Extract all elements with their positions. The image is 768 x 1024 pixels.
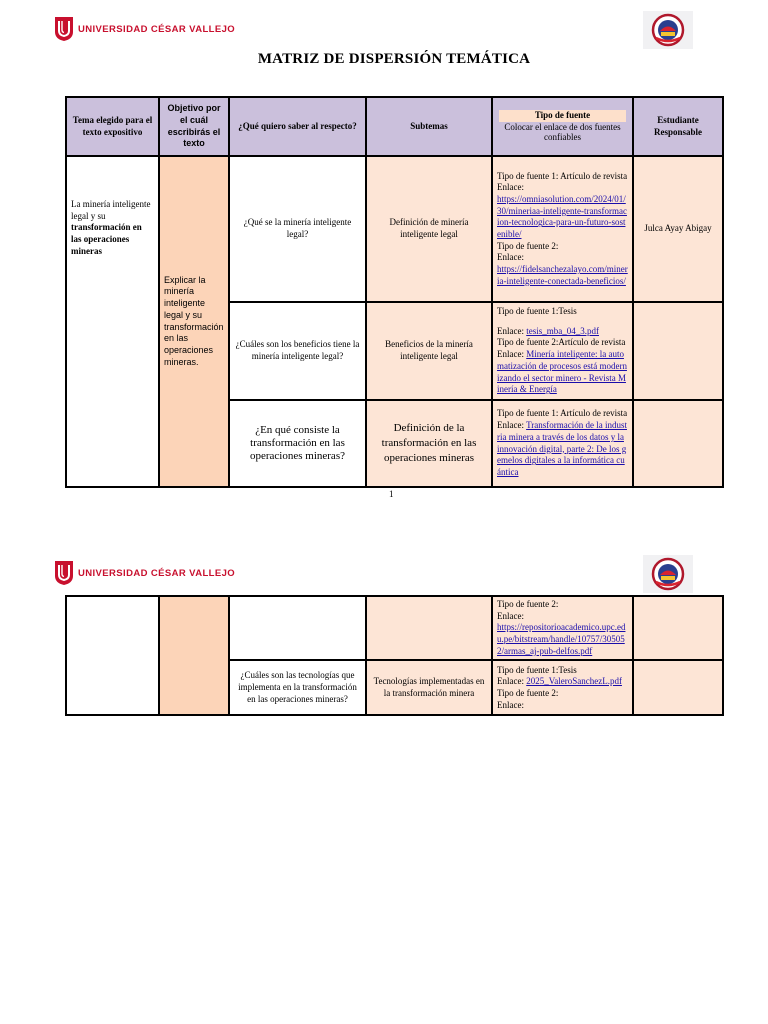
source-cell: [492, 302, 633, 400]
source-1-link[interactable]: https://omniasolution.com/2024/01/30/mineriaa-inteligente-transformacion-tecnologica-para-un-futuro-sostenible/: [497, 193, 627, 239]
question-cell: ¿Qué se la minería inteligente legal?: [229, 156, 366, 302]
header-topic: Tema elegido para el texto expositivo: [66, 97, 159, 156]
page-number: 1: [389, 489, 394, 499]
source-1-type: Tipo de fuente 1: Artículo de revista: [497, 408, 628, 419]
student-cell: [633, 302, 723, 400]
header-subtopics: Subtemas: [366, 97, 492, 156]
university-logo: [54, 560, 235, 586]
source-type-title: Tipo de fuente: [499, 110, 626, 122]
source-2-link[interactable]: https://repositorioacademico.upc.edu.pe/bitstream/handle/10757/305052/armas_aj-pub-delfos.pdf: [497, 622, 626, 656]
question-cell: ¿En qué consiste la transformación en las operaciones mineras?: [229, 400, 366, 487]
table-row: [66, 596, 723, 660]
subtopic-cell: Definición de la transformación en las operaciones mineras: [366, 400, 492, 487]
table-row: [66, 156, 723, 302]
source-2-label: Enlace:: [497, 349, 524, 360]
student-cell: [633, 400, 723, 487]
source-2-type: Tipo de fuente 2:Artículo de revista: [497, 337, 626, 348]
source-cell: [492, 596, 633, 660]
source-2-type: Tipo de fuente 2:: [497, 240, 559, 251]
source-1-type: Tipo de fuente 1: Artículo de revista: [497, 170, 628, 181]
source-1-link[interactable]: 2025_ValeroSanchezL.pdf: [526, 676, 622, 687]
topic-bold-text: transformación en las operaciones mineras: [71, 222, 142, 256]
thematic-matrix-table: [65, 96, 724, 488]
table-header-row: [66, 97, 723, 156]
student-cell: Julca Ayay Abigay: [633, 156, 723, 302]
source-type-subtitle: Colocar el enlace de dos fuentes confiables: [504, 121, 621, 142]
header-objective: Objetivo por el cuál escribirás el texto: [159, 97, 229, 156]
source-1-label: Enlace:: [497, 420, 524, 431]
school-seal: [643, 11, 693, 49]
source-1-link[interactable]: Transformación de la industria minera a través de los datos y la innovación digital, parte 2: De los gemelos digitales a la informática cuántica: [497, 420, 627, 477]
thematic-matrix-table-continued: [65, 595, 724, 716]
objective-cell: Explicar la minería inteligente legal y su transformación en las operaciones mineras.: [159, 156, 229, 487]
subtopic-cell: Tecnologías implementadas en la transformación minera: [366, 660, 492, 715]
university-name: UNIVERSIDAD CÉSAR VALLEJO: [78, 567, 236, 579]
source-1-label: Enlace:: [497, 676, 524, 687]
source-cell: [492, 660, 633, 715]
ucv-shield-icon: [54, 16, 74, 42]
student-cell: [633, 660, 723, 715]
source-2-type: Tipo de fuente 2:: [497, 599, 559, 609]
university-logo: [54, 16, 235, 42]
school-seal: [643, 555, 693, 593]
source-cell: [492, 400, 633, 487]
university-name: UNIVERSIDAD CÉSAR VALLEJO: [78, 23, 236, 35]
subtopic-cell: Definición de minería inteligente legal: [366, 156, 492, 302]
source-1-label: Enlace:: [497, 182, 524, 193]
source-2-label: Enlace:: [497, 699, 524, 710]
header-source-type: [492, 97, 633, 156]
subtopic-cell: [366, 596, 492, 660]
school-seal-icon: [651, 13, 685, 47]
header-question: ¿Qué quiero saber al respecto?: [229, 97, 366, 156]
header-student: Estudiante Responsable: [633, 97, 723, 156]
source-2-label: Enlace:: [497, 252, 524, 263]
topic-cell: [66, 156, 159, 487]
source-1-type: Tipo de fuente 1:Tesis: [497, 306, 577, 317]
spacer: [497, 318, 628, 326]
source-2-link[interactable]: https://fidelsanchezalayo.com/mineria-inteligente-conectada-beneficios/: [497, 264, 628, 286]
source-2-link[interactable]: Minería inteligente: la automatización de procesos está modernizando el sector minero - Revista Minería & Energía: [497, 349, 627, 395]
ucv-shield-icon: [54, 560, 74, 586]
question-cell: [229, 596, 366, 660]
question-cell: ¿Cuáles son las tecnologías que implementa en la transformación en las operaciones mineras?: [229, 660, 366, 715]
source-cell: [492, 156, 633, 302]
topic-cell: [66, 596, 159, 715]
source-1-label: Enlace:: [497, 325, 524, 336]
source-2-type: Tipo de fuente 2:: [497, 687, 559, 698]
question-cell: ¿Cuáles son los beneficios tiene la minería inteligente legal?: [229, 302, 366, 400]
school-seal-icon: [651, 557, 685, 591]
subtopic-cell: Beneficios de la minería inteligente legal: [366, 302, 492, 400]
student-cell: [633, 596, 723, 660]
topic-text: La minería inteligente legal y su: [71, 199, 151, 221]
source-1-link[interactable]: tesis_mba_04_3.pdf: [526, 325, 599, 336]
source-2-label: Enlace:: [497, 610, 524, 621]
source-1-type: Tipo de fuente 1:Tesis: [497, 664, 577, 675]
objective-cell: [159, 596, 229, 715]
document-title: MATRIZ DE DISPERSIÓN TEMÁTICA: [257, 51, 531, 67]
